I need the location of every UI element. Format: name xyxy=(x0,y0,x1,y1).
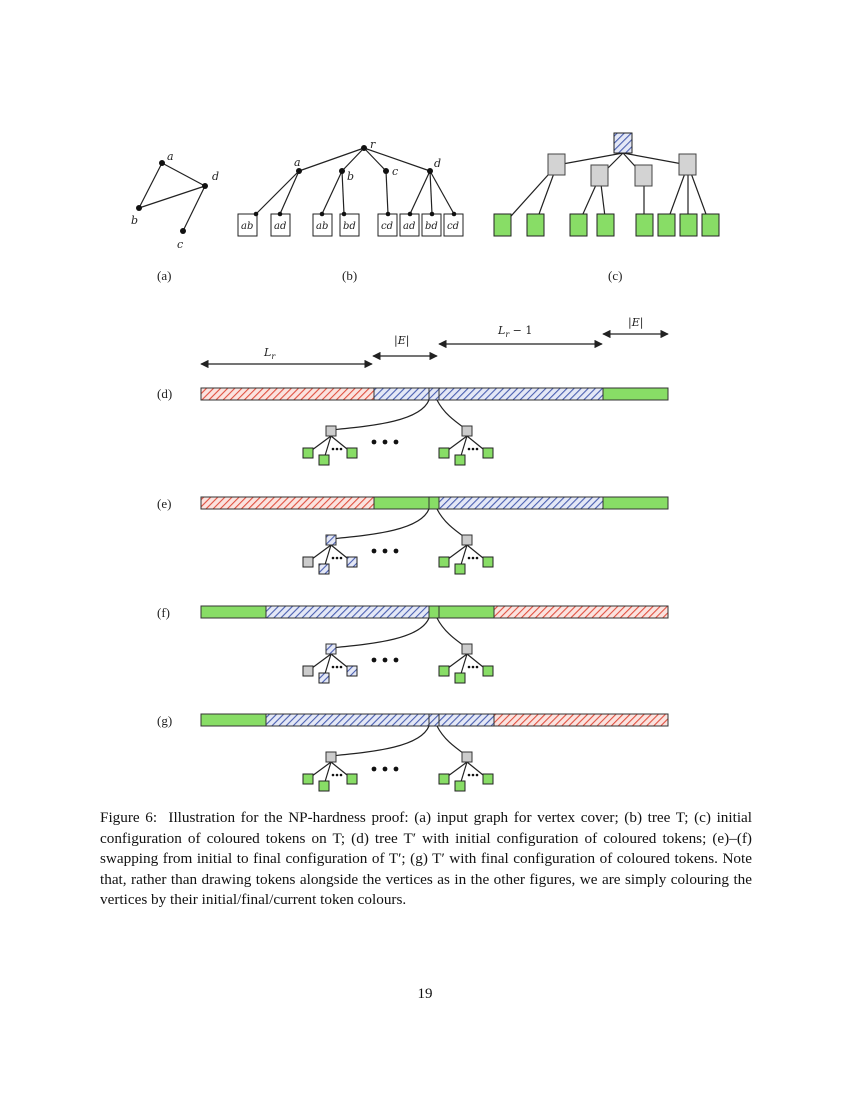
panel-d xyxy=(157,386,668,465)
gadget-right xyxy=(439,426,493,465)
gadget-leaf xyxy=(483,557,493,567)
tree-label-r: r xyxy=(370,138,376,151)
gadget-left xyxy=(303,426,357,465)
leaf-label: ad xyxy=(274,221,287,232)
ellipsis xyxy=(372,767,399,772)
bar-segment-blue xyxy=(266,606,429,618)
gadget-leaf xyxy=(303,774,313,784)
gadget-leaf xyxy=(439,557,449,567)
tree-leaf xyxy=(313,212,332,236)
leaf-label: cd xyxy=(447,221,460,232)
gadget-center xyxy=(462,535,472,545)
gadget-center xyxy=(462,426,472,436)
tree-label-b: b xyxy=(347,170,355,183)
gadget-leaf xyxy=(303,448,313,458)
bar-segment-red xyxy=(494,714,668,726)
panel-b-tree xyxy=(238,138,463,283)
figure-caption-text: Illustration for the NP-hardness proof: (a) input graph for vertex cover; (b) tree T; (c) initial configuration of coloured tokens on T; (d) tree T′ with initial configuration of coloured tokens; (e)–(f) swapping from initial to final configuration of T′; (g) T′ with final configuration of coloured tokens. Note that, rather than drawing tokens alongside the vertices as in the other figures, we are simply colouring the vertices by their initial/final/current token colours. xyxy=(100,809,752,908)
gray-node xyxy=(635,165,652,186)
bar-segment-blue xyxy=(266,714,429,726)
leaf-label: ab xyxy=(316,221,329,232)
gadget-center xyxy=(326,426,336,436)
bar-segment-red xyxy=(201,388,374,400)
tree-leaf xyxy=(400,212,419,236)
gadget-center xyxy=(462,644,472,654)
gadget-leaf xyxy=(483,666,493,676)
green-leaf xyxy=(494,214,511,236)
green-leaf xyxy=(527,214,544,236)
bar-segment-center xyxy=(429,714,439,726)
vertex-a xyxy=(159,160,165,166)
dim-label-lr-minus-1: $L_r - 1$ xyxy=(498,324,533,339)
ellipsis xyxy=(372,658,399,663)
vertex-label-c: c xyxy=(177,238,184,251)
gadget-leaf xyxy=(347,774,357,784)
token-bar xyxy=(201,388,668,400)
figure-caption xyxy=(100,808,752,911)
gadget-leaf xyxy=(347,666,357,676)
gadget-leaf xyxy=(483,774,493,784)
bar-segment-green xyxy=(201,606,266,618)
gadget-leaf xyxy=(303,666,313,676)
bar-segment-green xyxy=(439,606,494,618)
vertex-d xyxy=(202,183,208,189)
green-leaf xyxy=(658,214,675,236)
panel-caption-b: (b) xyxy=(342,268,358,283)
vertex-c xyxy=(180,228,186,234)
tree-leaf xyxy=(422,212,441,236)
bar-segment-green xyxy=(374,497,429,509)
leaf-label: bd xyxy=(425,221,438,232)
gray-node xyxy=(548,154,565,175)
leaf-label: ab xyxy=(241,221,254,232)
gadget-center xyxy=(462,752,472,762)
bar-segment-center xyxy=(429,497,439,509)
panel-caption-e: (e) xyxy=(157,496,172,511)
panel-caption-d: (d) xyxy=(157,386,173,401)
bar-segment-blue xyxy=(439,714,494,726)
bar-segment-green xyxy=(603,388,668,400)
ellipsis xyxy=(372,440,399,445)
bar-segment-green xyxy=(603,497,668,509)
connector-left xyxy=(331,726,429,756)
tree-node-b xyxy=(339,168,345,174)
vertex-label-a: a xyxy=(167,150,174,163)
panel-caption-a: (a) xyxy=(157,268,172,283)
panel-e xyxy=(157,496,668,574)
connector-left xyxy=(331,618,429,648)
token-bar xyxy=(201,497,668,509)
gray-node xyxy=(591,165,608,186)
panel-c-coloured-tree xyxy=(494,133,719,283)
gadget-leaf xyxy=(347,557,357,567)
leaf-label: cd xyxy=(381,221,394,232)
gadget-left xyxy=(303,752,357,791)
gadget-leaf xyxy=(455,673,465,683)
ellipsis xyxy=(372,549,399,554)
token-bar xyxy=(201,714,668,726)
root-blue-node xyxy=(614,133,632,153)
tree-leaf xyxy=(340,212,359,236)
bar-segment-center xyxy=(429,606,439,618)
figure-caption-prefix: Figure 6: xyxy=(100,809,158,826)
bar-segment-green xyxy=(201,714,266,726)
gadget-leaf xyxy=(455,455,465,465)
gadget-leaf xyxy=(303,557,313,567)
bar-segment-red xyxy=(201,497,374,509)
panel-f xyxy=(157,605,668,683)
green-leaf xyxy=(702,214,719,236)
vertex-b xyxy=(136,205,142,211)
panel-g xyxy=(157,713,668,791)
panel-caption-c: (c) xyxy=(608,268,623,283)
tree-leaf xyxy=(238,212,258,236)
gadget-leaf xyxy=(319,673,329,683)
gadget-leaf xyxy=(439,774,449,784)
gadget-right xyxy=(439,752,493,791)
gadget-left xyxy=(303,535,357,574)
gadget-center xyxy=(326,535,336,545)
tree-label-c: c xyxy=(392,165,399,178)
gadget-leaf xyxy=(455,781,465,791)
gadget-right xyxy=(439,535,493,574)
vertex-label-b: b xyxy=(131,214,139,227)
gray-node xyxy=(679,154,696,175)
dimension-arrows xyxy=(201,316,668,364)
tree-leaf xyxy=(378,212,397,236)
connector-left xyxy=(331,509,429,539)
connector-left xyxy=(331,400,429,430)
tree-label-a: a xyxy=(294,156,301,169)
token-bar xyxy=(201,606,668,618)
page-number: 19 xyxy=(417,986,433,1002)
green-leaf xyxy=(570,214,587,236)
leaf-label: bd xyxy=(343,221,356,232)
green-leaf xyxy=(597,214,614,236)
bar-segment-blue xyxy=(374,388,429,400)
tree-root xyxy=(361,145,367,151)
panel-caption-f: (f) xyxy=(157,605,170,620)
tree-label-d: d xyxy=(434,157,442,170)
gadget-center xyxy=(326,752,336,762)
gadget-leaf xyxy=(439,666,449,676)
tree-leaf xyxy=(271,212,290,236)
gadget-leaf xyxy=(347,448,357,458)
leaf-label: ad xyxy=(403,221,416,232)
green-leaf xyxy=(680,214,697,236)
gadget-right xyxy=(439,644,493,683)
dim-label-e: |E| xyxy=(394,334,410,347)
tree-node-d xyxy=(427,168,433,174)
gadget-leaf xyxy=(319,455,329,465)
bar-segment-blue xyxy=(439,388,603,400)
vertex-label-d: d xyxy=(212,170,220,183)
bar-segment-center xyxy=(429,388,439,400)
gadget-left xyxy=(303,644,357,683)
gadget-leaf xyxy=(455,564,465,574)
gadget-center xyxy=(326,644,336,654)
gadget-leaf xyxy=(319,781,329,791)
gadget-leaf xyxy=(319,564,329,574)
dim-label-e-2: |E| xyxy=(628,316,644,329)
green-leaf xyxy=(636,214,653,236)
panel-a-graph xyxy=(131,150,219,283)
panel-caption-g: (g) xyxy=(157,713,173,728)
gadget-leaf xyxy=(439,448,449,458)
gadget-leaf xyxy=(483,448,493,458)
dim-label-lr: $L_r$ xyxy=(264,346,276,361)
bar-segment-red xyxy=(494,606,668,618)
tree-node-c xyxy=(383,168,389,174)
bar-segment-blue xyxy=(439,497,603,509)
tree-leaf xyxy=(444,212,463,236)
